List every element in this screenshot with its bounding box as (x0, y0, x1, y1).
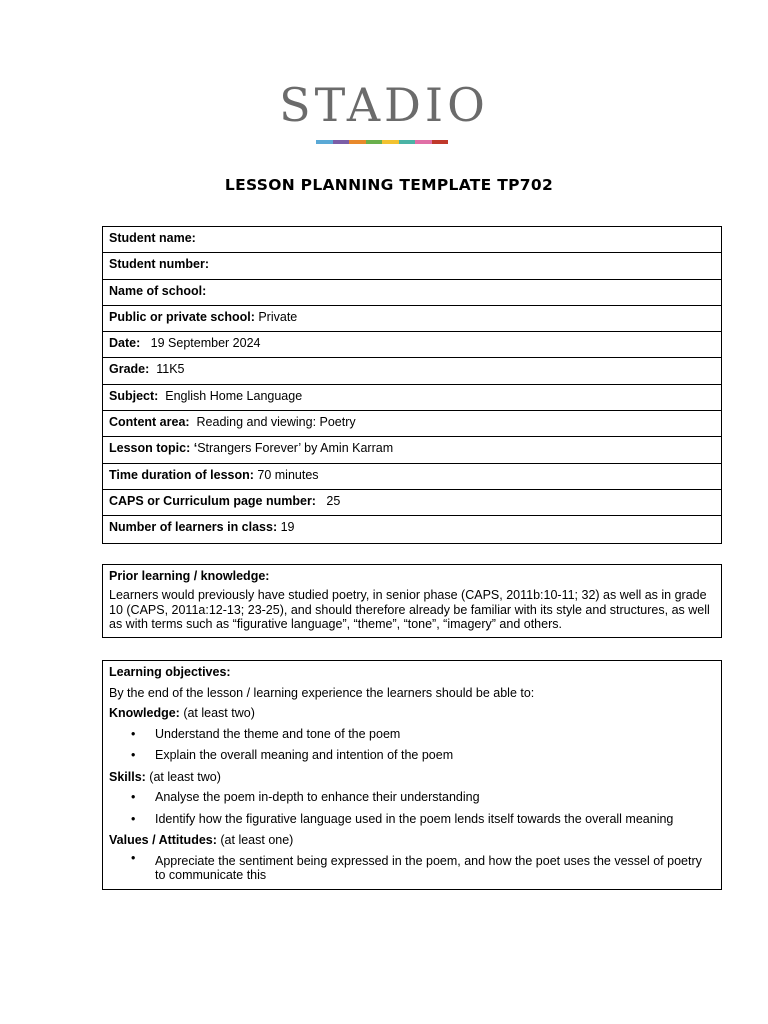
info-row-value: Strangers Forever’ by Amin Karram (197, 441, 394, 456)
objective-text: Analyse the poem in-depth to enhance their understanding (155, 790, 480, 804)
info-row-value: 11K5 (149, 362, 185, 377)
student-info-table (102, 226, 722, 544)
bullet-icon: • (131, 850, 136, 865)
logo-wordmark: STADIO (279, 78, 489, 132)
info-row (103, 306, 721, 332)
bullet-icon: • (131, 748, 136, 762)
info-row-value: 70 minutes (253, 467, 319, 482)
info-row (103, 411, 721, 437)
objective-item (109, 745, 715, 767)
info-row (103, 437, 721, 463)
objective-item (109, 787, 715, 809)
objective-item (109, 851, 715, 883)
logo-bar-segment (415, 140, 432, 144)
logo-bar-segment (316, 140, 333, 144)
info-row-label: Number of learners in class: (109, 520, 278, 535)
objectives-heading: Learning objectives: (109, 665, 231, 679)
skills-list (109, 787, 715, 830)
logo-bar-segment (333, 140, 350, 144)
info-row-label: Name of school: (109, 283, 207, 298)
objective-text: Identify how the figurative language used in the poem lends itself towards the overall meaning (155, 811, 674, 826)
info-row (103, 490, 721, 516)
info-row-label: Time duration of lesson: (109, 467, 254, 482)
info-row-label: Student number: (109, 257, 209, 272)
info-row-label: Date: (109, 336, 141, 351)
info-row-label: Subject: (109, 388, 159, 403)
info-row (103, 227, 721, 253)
info-row (103, 464, 721, 490)
bullet-icon: • (131, 811, 136, 826)
objectives-intro: By the end of the lesson / learning experience the learners should be able to: (109, 685, 535, 700)
prior-learning-box (102, 564, 722, 638)
objective-item (109, 809, 715, 831)
info-row (103, 385, 721, 411)
info-row-value: Private (254, 309, 298, 324)
logo-bar-segment (432, 140, 449, 144)
logo-bar-segment (366, 140, 383, 144)
logo-color-bar (316, 140, 448, 144)
stadio-logo (0, 78, 768, 132)
info-row-value: 25 (315, 493, 341, 508)
knowledge-list (109, 724, 715, 767)
info-row (103, 253, 721, 279)
logo-bar-segment (349, 140, 366, 144)
info-row (103, 358, 721, 384)
info-row (103, 516, 721, 542)
info-row-label: CAPS or Curriculum page number: (109, 493, 316, 508)
knowledge-heading: Knowledge: (at least two) (109, 706, 255, 720)
bullet-icon: • (131, 790, 136, 804)
info-row-label: Grade: (109, 362, 150, 377)
info-row (103, 280, 721, 306)
values-heading: Values / Attitudes: (at least one) (109, 833, 294, 847)
logo-bar-segment (399, 140, 416, 144)
info-row-label: Content area: (109, 415, 190, 430)
learning-objectives-box (102, 660, 722, 890)
info-row-label: Student name: (109, 231, 196, 245)
prior-learning-text: Learners would previously have studied poetry, in senior phase (CAPS, 2011b:10-11; 32) as well as in grade 10 (CAPS, 2011a:12-13; 23-25), and should therefore already be familiar with its style and structures, as well as with terms such as “figurative language”, “theme”, “tone”, “imagery” and others. (109, 588, 710, 631)
info-row-value: 19 September 2024 (140, 336, 261, 351)
objective-item (109, 724, 715, 746)
info-row-label: Lesson topic: ‘ (109, 441, 198, 456)
page-title: LESSON PLANNING TEMPLATE TP702 (224, 176, 554, 194)
info-row-label: Public or private school: (109, 309, 255, 324)
logo-bar-segment (382, 140, 399, 144)
info-row (103, 332, 721, 358)
objective-text: Appreciate the sentiment being expressed in the poem, and how the poet uses the vessel of poetry to communicate this (155, 853, 702, 882)
prior-learning-heading: Prior learning / knowledge: (109, 569, 270, 583)
skills-heading: Skills: (at least two) (109, 769, 221, 784)
objective-text: Understand the theme and tone of the poem (155, 726, 401, 741)
bullet-icon: • (131, 726, 136, 741)
info-row-value: 19 (277, 520, 295, 535)
values-list (109, 851, 715, 883)
objective-text: Explain the overall meaning and intention of the poem (155, 748, 454, 762)
info-row-value: Reading and viewing: Poetry (189, 415, 356, 430)
info-row-value: English Home Language (158, 388, 303, 403)
